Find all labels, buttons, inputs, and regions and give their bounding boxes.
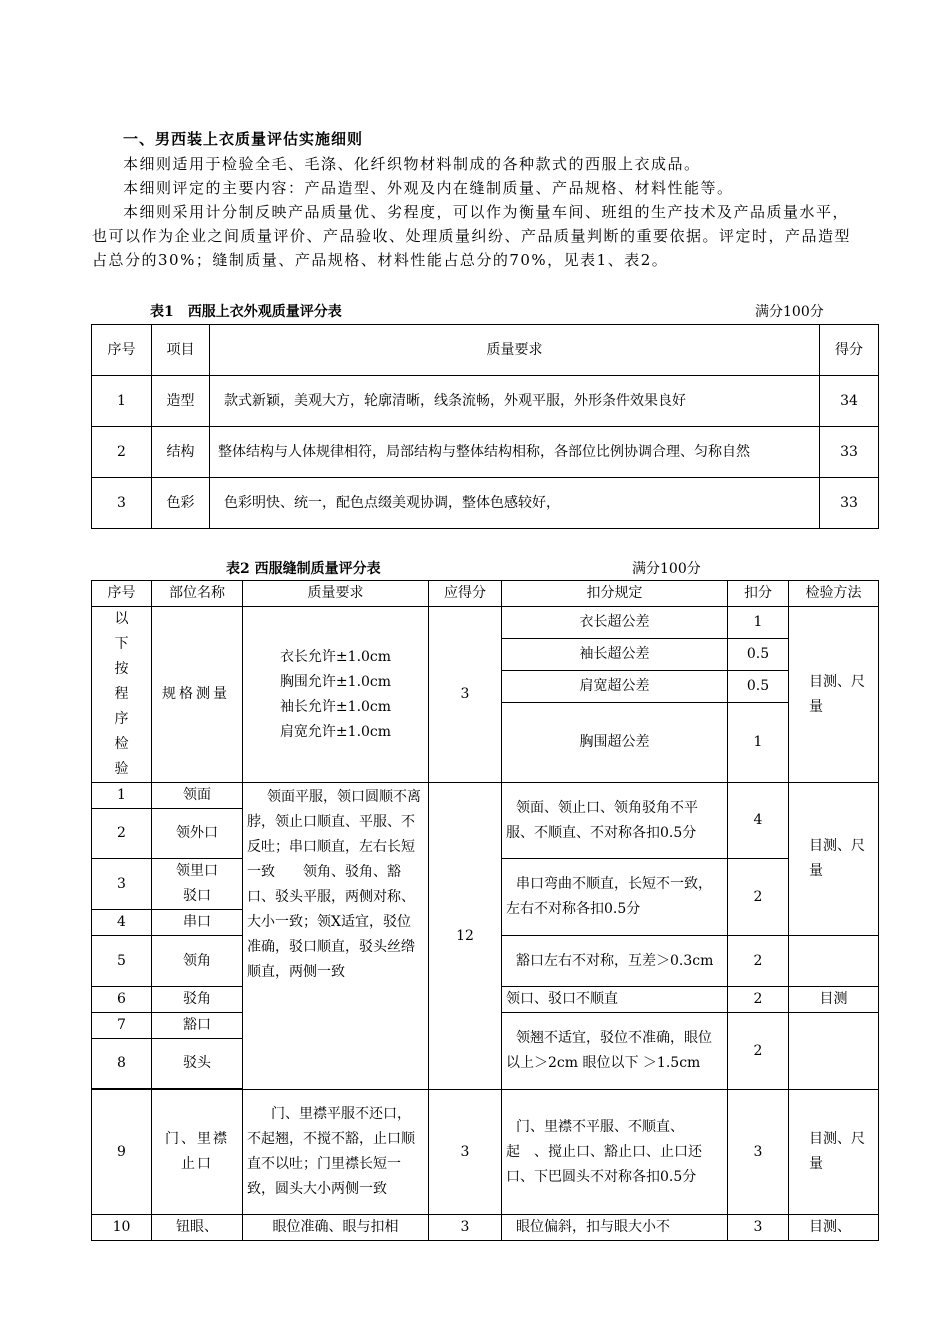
row-no: 2 [92, 427, 152, 478]
part-name: 领里口驳口 [152, 859, 243, 910]
part-name: 钮眼、 [152, 1215, 243, 1241]
inspection-method: 目测、尺量 [789, 607, 879, 783]
deduction-rule: 豁口左右不对称，互差＞0.3cm [502, 936, 728, 987]
deduction: 1 [728, 703, 789, 783]
row-score: 34 [820, 376, 879, 427]
header-no: 序号 [92, 581, 152, 607]
inspection-method: 目测、 [789, 1215, 879, 1241]
inspection-method-empty [789, 936, 879, 987]
header-no: 序号 [92, 325, 152, 376]
inspection-method-empty [789, 1013, 879, 1090]
deduction-rule: 眼位偏斜，扣与眼大小不 [502, 1215, 728, 1241]
row-score: 33 [820, 478, 879, 529]
sewing-score-table [91, 580, 879, 1241]
table-row [92, 427, 879, 478]
deduction: 2 [728, 936, 789, 987]
table-row [92, 607, 879, 639]
deduction: 2 [728, 859, 789, 936]
deduction-rule: 门、里襟不平服、不顺直、起 、搅止口、豁止口、止口还口、下巴圆头不对称各扣0.5分 [502, 1090, 728, 1215]
deduction-rule: 串口弯曲不顺直，长短不一致，左右不对称各扣0.5分 [502, 859, 728, 936]
deduction: 0.5 [728, 671, 789, 703]
row-no: 1 [92, 783, 152, 809]
header-part: 部位名称 [152, 581, 243, 607]
header-method: 检验方法 [789, 581, 879, 607]
row-requirement: 门、里襟平服不还口，不起翘，不搅不豁，止口顺直不以吐；门里襟长短一致，圆头大小两侧一致 [243, 1090, 429, 1215]
deduction-rule: 领口、驳口不顺直 [502, 987, 728, 1013]
part-name: 领外口 [152, 809, 243, 859]
row-item: 造型 [152, 376, 210, 427]
header-deduction: 扣分 [728, 581, 789, 607]
row-requirement: 整体结构与人体规律相符，局部结构与整体结构相称，各部位比例协调合理、匀称自然 [210, 427, 820, 478]
deduction-rule: 胸围超公差 [502, 703, 728, 783]
row-no: 2 [92, 809, 152, 859]
paragraph-content: 本细则评定的主要内容：产品造型、外观及内在缝制质量、产品规格、材料性能等。 [123, 179, 734, 197]
part-name: 领角 [152, 936, 243, 987]
deduction: 3 [728, 1215, 789, 1241]
table-row [92, 1090, 879, 1215]
collar-requirement: 领面平服，领口圆顺不离脖，领止口顺直、平服、不反吐；串口顺直，左右长短一致 领角、驳角、豁口、驳头平服，两侧对称、大小一致；领X适宜，驳位准确，驳口顺直，驳头丝绺顺直，两侧一致 [243, 783, 429, 1090]
row-no: 3 [92, 478, 152, 529]
row-no: 10 [92, 1215, 152, 1241]
part-name: 驳头 [152, 1039, 243, 1089]
appearance-score-table [91, 324, 879, 529]
part-name: 门、里襟止口 [152, 1090, 243, 1215]
paragraph-method: 本细则采用计分制反映产品质量优、劣程度，可以作为衡量车间、班组的生产技术及产品质量水平，也可以作为企业之间质量评价、产品验收、处理质量纠纷、产品质量判断的重要依据。评定时，产品造型占总分的30%；缝制质量、产品规格、材料性能占总分的70%，见表1、表2。 [92, 203, 852, 269]
deduction: 4 [728, 783, 789, 859]
deduction: 2 [728, 1013, 789, 1090]
deduction-rule: 领翘不适宜，驳位不准确，眼位以上＞2cm 眼位以下 ＞1.5cm [502, 1013, 728, 1090]
deduction: 3 [728, 1090, 789, 1215]
table1-caption: 表1 西服上衣外观质量评分表 [150, 304, 342, 320]
spec-requirement: 衣长允许±1.0cm 胸围允许±1.0cm 袖长允许±1.0cm 肩宽允许±1.0cm [243, 607, 429, 783]
row-item: 色彩 [152, 478, 210, 529]
part-name: 驳角 [152, 987, 243, 1013]
row-no: 8 [92, 1039, 152, 1089]
table-row [92, 376, 879, 427]
table2-caption: 表2 西服缝制质量评分表 [226, 561, 381, 577]
part-name: 串口 [152, 910, 243, 936]
table2-full-score: 满分100分 [632, 561, 701, 577]
table-row [92, 478, 879, 529]
header-item: 项目 [152, 325, 210, 376]
table-row [92, 1215, 879, 1241]
deduction: 2 [728, 987, 789, 1013]
row-no: 6 [92, 987, 152, 1013]
inspect-in-order-note: 以 下 按 程 序 检 验 [92, 607, 152, 783]
paragraph-scope: 本细则适用于检验全毛、毛涤、化纤织物材料制成的各种款式的西服上衣成品。 [123, 155, 701, 173]
table-row [92, 783, 879, 809]
header-score: 得分 [820, 325, 879, 376]
table1-full-score: 满分100分 [755, 304, 824, 320]
row-no: 9 [92, 1090, 152, 1215]
row-no: 3 [92, 859, 152, 910]
deduction-rule: 肩宽超公差 [502, 671, 728, 703]
deduction-rule: 领面、领止口、领角驳角不平服、不顺直、不对称各扣0.5分 [502, 783, 728, 859]
row-no: 1 [92, 376, 152, 427]
deduction: 1 [728, 607, 789, 639]
header-deduction-rule: 扣分规定 [502, 581, 728, 607]
row-requirement: 款式新颖，美观大方，轮廓清晰，线条流畅，外观平服，外形条件效果良好 [210, 376, 820, 427]
spec-score: 3 [429, 607, 502, 783]
section-heading: 一、男西装上衣质量评估实施细则 [123, 130, 364, 148]
inspection-method: 目测、尺量 [789, 1090, 879, 1215]
table-header-row [92, 325, 879, 376]
collar-score: 12 [429, 783, 502, 1090]
row-score: 3 [429, 1215, 502, 1241]
deduction-rule: 衣长超公差 [502, 607, 728, 639]
deduction-rule: 袖长超公差 [502, 639, 728, 671]
row-no: 7 [92, 1013, 152, 1039]
row-score: 33 [820, 427, 879, 478]
header-requirement: 质量要求 [243, 581, 429, 607]
header-score: 应得分 [429, 581, 502, 607]
row-score: 3 [429, 1090, 502, 1215]
inspection-method: 目测 [789, 987, 879, 1013]
deduction: 0.5 [728, 639, 789, 671]
part-name: 领面 [152, 783, 243, 809]
row-requirement: 眼位准确、眼与扣相 [243, 1215, 429, 1241]
table-header-row [92, 581, 879, 607]
row-requirement: 色彩明快、统一，配色点缀美观协调，整体色感较好， [210, 478, 820, 529]
row-no: 5 [92, 936, 152, 987]
row-item: 结构 [152, 427, 210, 478]
part-name: 豁口 [152, 1013, 243, 1039]
header-requirement: 质量要求 [210, 325, 820, 376]
part-name: 规格测量 [152, 607, 243, 783]
row-no: 4 [92, 910, 152, 936]
inspection-method: 目测、尺量 [789, 783, 879, 936]
